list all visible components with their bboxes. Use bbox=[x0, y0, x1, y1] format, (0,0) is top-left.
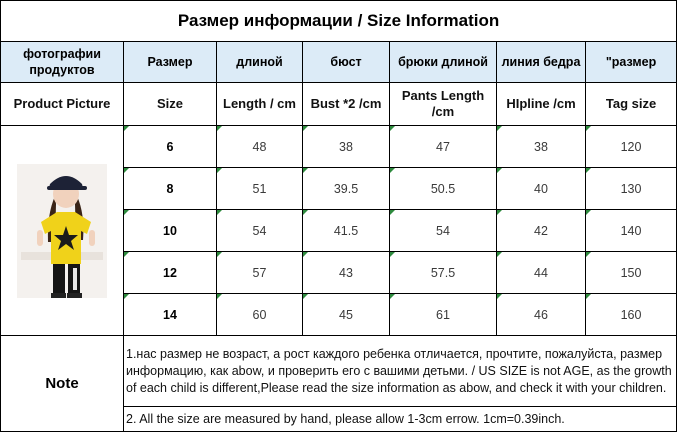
size-value: 6 bbox=[166, 139, 174, 154]
cell-marker-icon bbox=[124, 210, 129, 215]
header-ru-pants-length: брюки длиной bbox=[390, 42, 497, 83]
note-text-2: 2. All the size are measured by hand, please allow 1-3cm errow. 1cm=0.39inch. bbox=[124, 407, 677, 432]
header-en-tag-size: Tag size bbox=[586, 83, 677, 126]
cell-marker-icon bbox=[217, 294, 222, 299]
size-value: 14 bbox=[163, 307, 177, 322]
hip-value: 38 bbox=[534, 139, 548, 154]
pants-value: 54 bbox=[436, 223, 450, 238]
tag-value: 150 bbox=[620, 265, 642, 280]
cell-marker-icon bbox=[390, 294, 395, 299]
tag-value: 160 bbox=[620, 307, 642, 322]
hip-cell bbox=[497, 168, 586, 210]
cell-marker-icon bbox=[217, 168, 222, 173]
bust-value: 43 bbox=[339, 265, 353, 280]
pants-value: 47 bbox=[436, 139, 450, 154]
bust-value: 39.5 bbox=[333, 181, 359, 196]
table-row bbox=[1, 126, 677, 168]
size-value: 10 bbox=[163, 223, 177, 238]
hip-cell bbox=[497, 252, 586, 294]
hip-cell bbox=[497, 294, 586, 336]
pants-value: 50.5 bbox=[430, 181, 456, 196]
header-en-product-picture: Product Picture bbox=[1, 83, 124, 126]
tag-cell bbox=[586, 210, 677, 252]
hip-value: 46 bbox=[534, 307, 548, 322]
cell-marker-icon bbox=[586, 126, 591, 131]
hip-cell bbox=[497, 126, 586, 168]
cell-marker-icon bbox=[124, 294, 129, 299]
header-en-pants-length: Pants Length /cm bbox=[390, 83, 497, 126]
cell-marker-icon bbox=[303, 252, 308, 257]
length-value: 51 bbox=[252, 181, 267, 196]
header-ru-tag-size: "размер bbox=[586, 42, 677, 83]
bust-value: 41.5 bbox=[333, 223, 359, 238]
length-cell bbox=[217, 126, 303, 168]
hip-cell bbox=[497, 210, 586, 252]
bust-cell bbox=[303, 210, 390, 252]
cell-marker-icon bbox=[586, 210, 591, 215]
length-value: 60 bbox=[252, 307, 267, 322]
note-row bbox=[1, 336, 677, 407]
title-row bbox=[1, 1, 677, 42]
note-label: Note bbox=[1, 336, 124, 432]
tag-cell bbox=[586, 294, 677, 336]
length-value: 54 bbox=[252, 223, 267, 238]
size-cell bbox=[124, 294, 217, 336]
cell-marker-icon bbox=[390, 210, 395, 215]
size-cell bbox=[124, 168, 217, 210]
tag-value: 130 bbox=[620, 181, 642, 196]
header-en-length: Length / cm bbox=[217, 83, 303, 126]
tag-value: 140 bbox=[620, 223, 642, 238]
length-value: 48 bbox=[252, 139, 267, 154]
english-header-row bbox=[1, 83, 677, 126]
pants-value: 57.5 bbox=[430, 265, 456, 280]
cell-marker-icon bbox=[303, 126, 308, 131]
bust-cell bbox=[303, 126, 390, 168]
header-ru-size: Размер bbox=[124, 42, 217, 83]
size-value: 12 bbox=[163, 265, 177, 280]
header-en-size: Size bbox=[124, 83, 217, 126]
length-value: 57 bbox=[252, 265, 267, 280]
pants-cell bbox=[390, 126, 497, 168]
header-en-hipline: HIpline /cm bbox=[497, 83, 586, 126]
cell-marker-icon bbox=[390, 168, 395, 173]
tag-cell bbox=[586, 252, 677, 294]
table-title: Размер информации / Size Information bbox=[1, 1, 677, 42]
cell-marker-icon bbox=[586, 168, 591, 173]
pants-value: 61 bbox=[436, 307, 450, 322]
cell-marker-icon bbox=[303, 294, 308, 299]
length-cell bbox=[217, 294, 303, 336]
size-value: 8 bbox=[166, 181, 174, 196]
product-picture-cell bbox=[1, 126, 124, 336]
cell-marker-icon bbox=[217, 210, 222, 215]
pants-cell bbox=[390, 252, 497, 294]
russian-header-row bbox=[1, 42, 677, 83]
hip-value: 44 bbox=[534, 265, 548, 280]
tag-cell bbox=[586, 168, 677, 210]
bust-value: 45 bbox=[339, 307, 353, 322]
product-photo bbox=[17, 164, 107, 298]
header-ru-bust: бюст bbox=[303, 42, 390, 83]
cell-marker-icon bbox=[217, 126, 222, 131]
bust-cell bbox=[303, 294, 390, 336]
cell-marker-icon bbox=[124, 168, 129, 173]
cell-marker-icon bbox=[497, 210, 502, 215]
size-cell bbox=[124, 210, 217, 252]
cell-marker-icon bbox=[497, 126, 502, 131]
length-cell bbox=[217, 210, 303, 252]
hip-value: 42 bbox=[534, 223, 548, 238]
bust-value: 38 bbox=[339, 139, 353, 154]
cell-marker-icon bbox=[497, 252, 502, 257]
cell-marker-icon bbox=[497, 294, 502, 299]
bust-cell bbox=[303, 168, 390, 210]
length-cell bbox=[217, 252, 303, 294]
cell-marker-icon bbox=[586, 294, 591, 299]
cell-marker-icon bbox=[303, 210, 308, 215]
cell-marker-icon bbox=[390, 126, 395, 131]
pants-cell bbox=[390, 294, 497, 336]
note-text-1: 1.нас размер не возраст, а рост каждого ребенка отличается, прочтите, пожалуйста, размер информацию, как abow, и проверить его с вашими детьми. / US SIZE is not AGE, as the growth of each child is different,Please read the size information as abow, and check it with your children. bbox=[124, 336, 677, 407]
cell-marker-icon bbox=[217, 252, 222, 257]
pants-cell bbox=[390, 210, 497, 252]
tag-value: 120 bbox=[620, 139, 642, 154]
header-ru-length: длиной bbox=[217, 42, 303, 83]
header-ru-product-picture: фотографии продуктов bbox=[1, 42, 124, 83]
size-cell bbox=[124, 252, 217, 294]
length-cell bbox=[217, 168, 303, 210]
cell-marker-icon bbox=[390, 252, 395, 257]
header-en-bust: Bust *2 /cm bbox=[303, 83, 390, 126]
cell-marker-icon bbox=[497, 168, 502, 173]
tag-cell bbox=[586, 126, 677, 168]
size-cell bbox=[124, 126, 217, 168]
cell-marker-icon bbox=[586, 252, 591, 257]
cell-marker-icon bbox=[124, 252, 129, 257]
pants-cell bbox=[390, 168, 497, 210]
cell-marker-icon bbox=[124, 126, 129, 131]
header-ru-hipline: линия бедра bbox=[497, 42, 586, 83]
bust-cell bbox=[303, 252, 390, 294]
hip-value: 40 bbox=[534, 181, 548, 196]
cell-marker-icon bbox=[303, 168, 308, 173]
